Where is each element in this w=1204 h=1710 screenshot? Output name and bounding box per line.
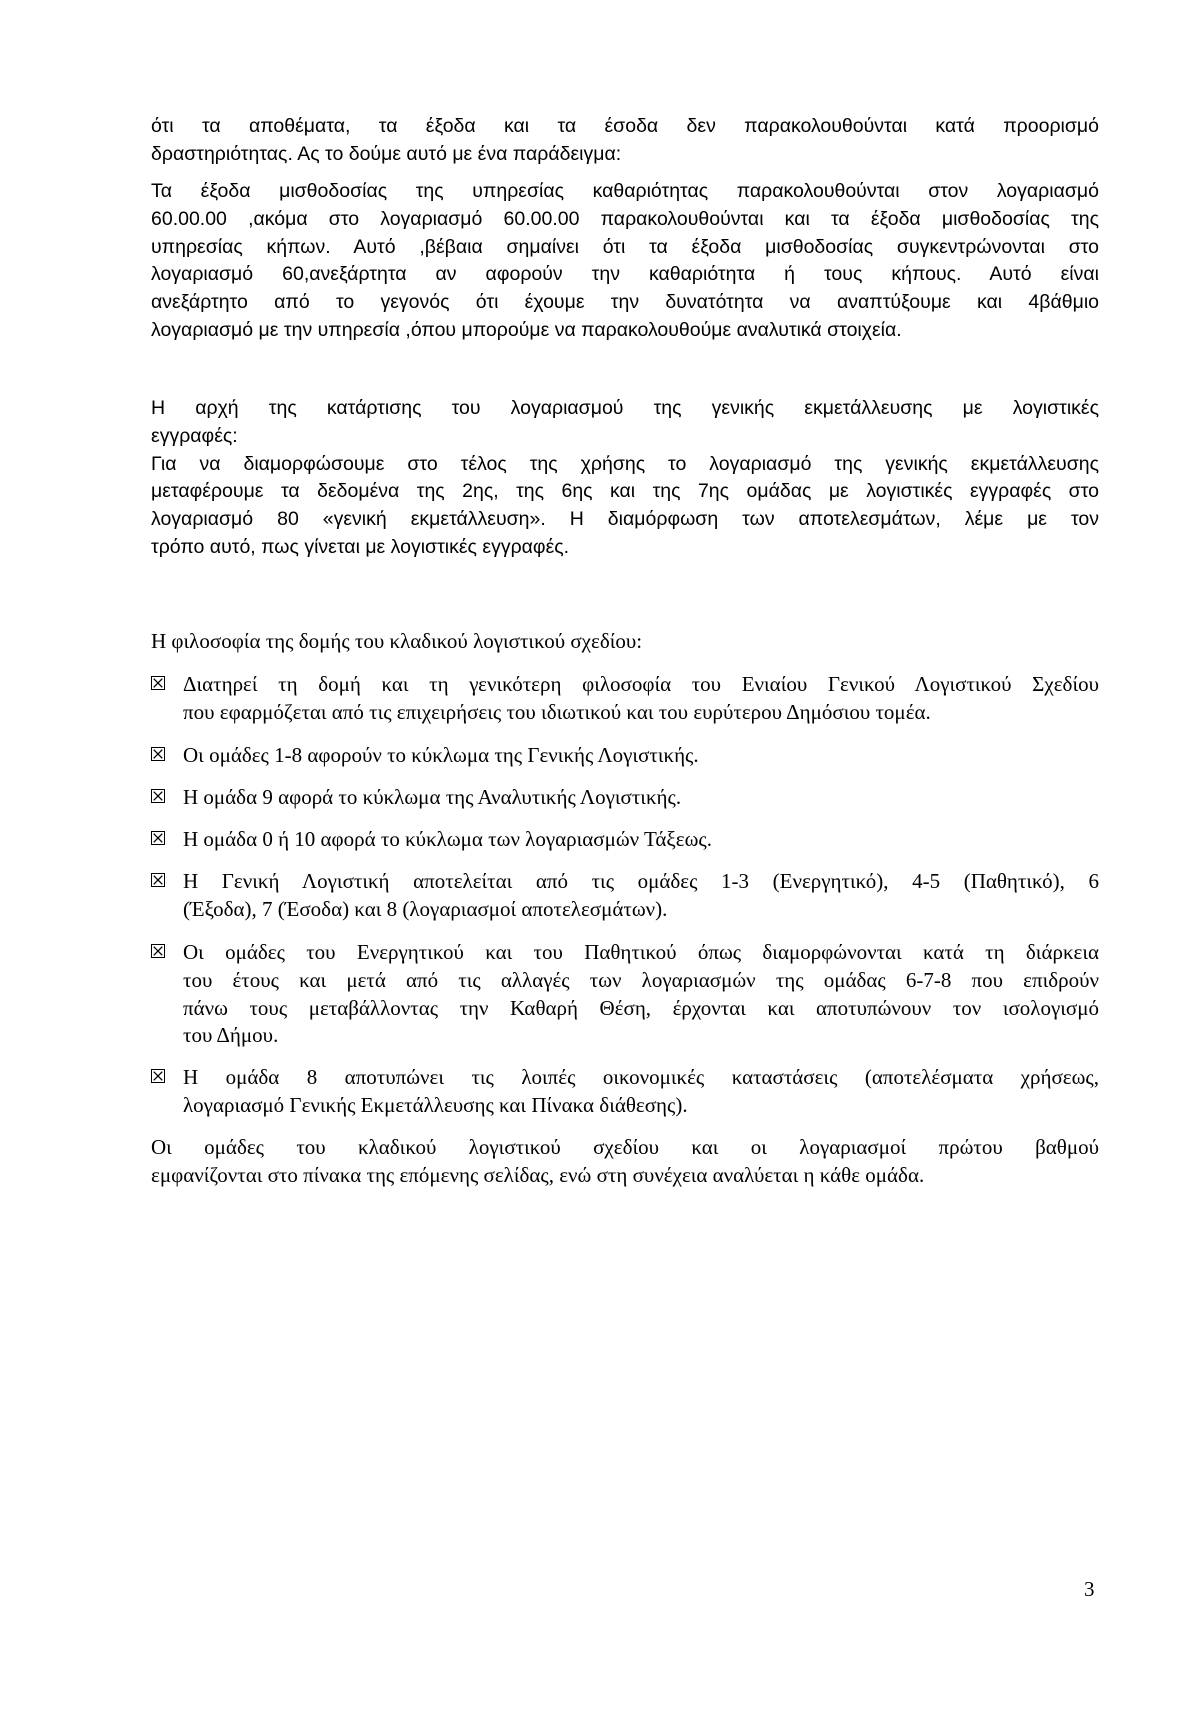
text-line: Διατηρεί τη δομή και τη γενικότερη φιλοσοφία του Ενιαίου Γενικού Λογιστικού Σχεδίου <box>183 672 1099 696</box>
text-line: τρόπο αυτό, πως γίνεται με λογιστικές εγγραφές. <box>151 535 570 558</box>
text-line: λογαριασμό 60,ανεξάρτητα αν αφορούν την καθαριότητα ή τους κήπους. Αυτό είναι <box>151 263 1099 286</box>
text-line: υπηρεσίας κήπων. Αυτό ,βέβαια σημαίνει ότι τα έξοδα μισθοδοσίας συγκεντρώνονται στο <box>151 235 1099 258</box>
page-number: 3 <box>1084 1577 1095 1601</box>
text-line: ότι τα αποθέματα, τα έξοδα και τα έσοδα δεν παρακολουθούνται κατά προορισμό <box>151 115 1099 137</box>
bullet-text <box>183 826 1099 854</box>
bullet-text <box>183 742 1099 770</box>
text-line: Η ομάδα 0 ή 10 αφορά το κύκλωμα των λογαριασμών Τάξεως. <box>183 827 712 851</box>
text-line: εγγραφές: <box>151 424 238 447</box>
text-line: μεταφέρουμε τα δεδομένα της 2ης, της 6ης και της 7ης ομάδας με λογιστικές εγγραφές στο <box>151 480 1099 503</box>
intro-paragraph <box>151 113 1099 169</box>
text-line: πάνω τους μεταβάλλοντας την Καθαρή Θέση, έρχονται και αποτυπώνουν τον ισολογισμό <box>183 995 1099 1020</box>
bullet-text <box>183 868 1099 924</box>
checked-box-icon <box>151 747 165 761</box>
bullet-text <box>183 1064 1099 1120</box>
text-line: λογαριασμό με την υπηρεσία ,όπου μπορούμε να παρακολουθούμε αναλυτικά στοιχεία. <box>151 318 902 341</box>
checked-box-icon <box>151 831 165 845</box>
text-line: δραστηριότητας. Ας το δούμε αυτό με ένα παράδειγμα: <box>151 142 622 165</box>
checked-box-icon <box>151 873 165 887</box>
text-line: λογαριασμό 80 «γενική εκμετάλλευση». Η διαμόρφωση των αποτελεσμάτων, λέμε με τον <box>151 508 1099 531</box>
checked-box-icon <box>151 1069 165 1083</box>
text-line: Η αρχή της κατάρτισης του λογαριασμού της γενικής εκμετάλλευσης με λογιστικές <box>151 397 1099 419</box>
bullet-text <box>183 784 1099 812</box>
general-operation-paragraph <box>151 395 1099 562</box>
checked-box-icon <box>151 789 165 803</box>
philosophy-heading <box>151 628 1099 656</box>
text-line: του Δήμου. <box>183 1023 279 1048</box>
text-line: του έτους και μετά από τις αλλαγές των λογαριασμών της ομάδας 6-7-8 που επιδρούν <box>183 967 1099 992</box>
text-line: Η ομάδα 9 αφορά το κύκλωμα της Αναλυτικής Λογιστικής. <box>183 785 682 809</box>
text-line: εμφανίζονται στο πίνακα της επόμενης σελίδας, ενώ στη συνέχεια αναλύεται η κάθε ομάδα. <box>151 1162 925 1187</box>
text-line: Για να διαμορφώσουμε στο τέλος της χρήσης το λογαριασμό της γενικής εκμετάλλευσης <box>151 452 1099 475</box>
text-line: Οι ομάδες του Ενεργητικού και του Παθητικού όπως διαμορφώνονται κατά τη διάρκεια <box>183 940 1099 964</box>
text-line: Τα έξοδα μισθοδοσίας της υπηρεσίας καθαριότητας παρακολουθούνται στον λογαριασμό <box>151 180 1099 202</box>
example-paragraph <box>151 178 1099 345</box>
text-line: Η Γενική Λογιστική αποτελείται από τις ομάδες 1-3 (Ενεργητικό), 4-5 (Παθητικό), 6 <box>183 869 1099 893</box>
text-line: Οι ομάδες του κλαδικού λογιστικού σχεδίου και οι λογαριασμοί πρώτου βαθμού <box>151 1135 1099 1159</box>
checked-box-icon <box>151 944 165 958</box>
bullet-text <box>183 671 1099 727</box>
text-line: λογαριασμό Γενικής Εκμετάλλευσης και Πίνακα διάθεσης). <box>183 1092 688 1117</box>
bullet-text <box>183 939 1099 1050</box>
heading-text: Η φιλοσοφία της δομής του κλαδικού λογιστικού σχεδίου: <box>151 629 643 653</box>
closing-paragraph <box>151 1134 1099 1190</box>
text-line: που εφαρμόζεται από τις επιχειρήσεις του ιδιωτικού και του ευρύτερου Δημόσιου τομέα. <box>183 699 931 724</box>
text-line: (Έξοδα), 7 (Έσοδα) και 8 (λογαριασμοί αποτελεσμάτων). <box>183 896 668 921</box>
checked-box-icon <box>151 676 165 690</box>
text-line: Οι ομάδες 1-8 αφορούν το κύκλωμα της Γενικής Λογιστικής. <box>183 743 699 767</box>
text-line: ανεξάρτητο από το γεγονός ότι έχουμε την δυνατότητα να αναπτύξουμε και 4βάθμιο <box>151 291 1099 314</box>
text-line: 60.00.00 ,ακόμα στο λογαριασμό 60.00.00 παρακολουθούνται και τα έξοδα μισθοδοσίας της <box>151 207 1099 230</box>
text-line: Η ομάδα 8 αποτυπώνει τις λοιπές οικονομικές καταστάσεις (αποτελέσματα χρήσεως, <box>183 1065 1099 1089</box>
